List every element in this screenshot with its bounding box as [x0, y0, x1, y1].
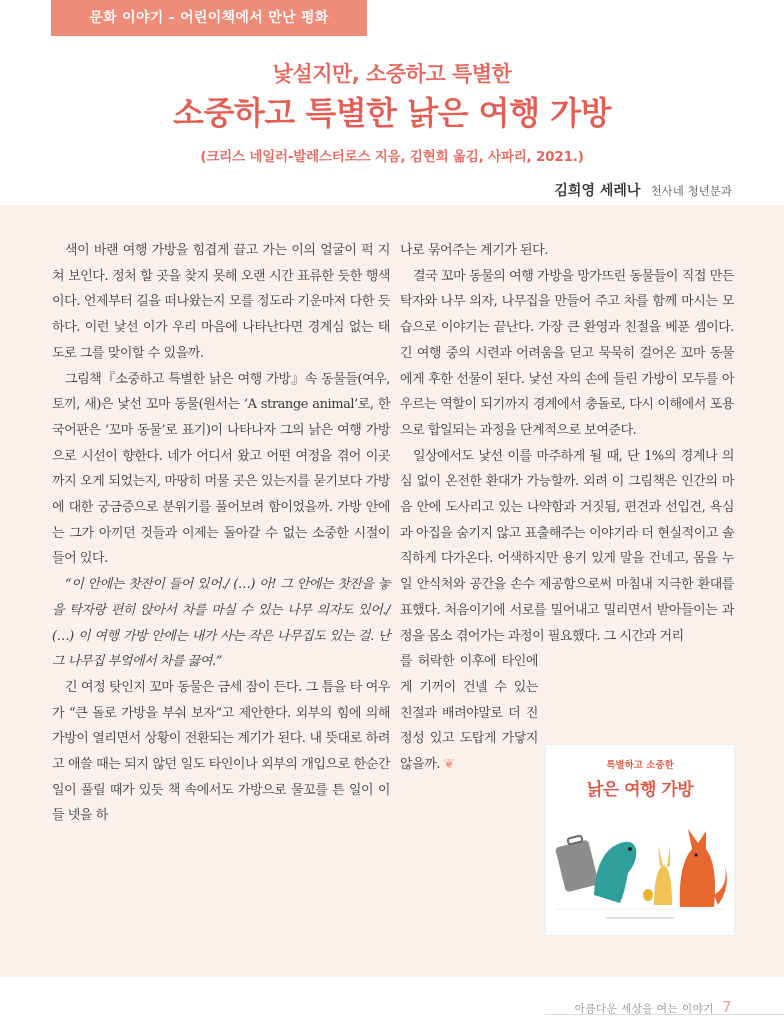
article-subtitle: 낯설지만, 소중하고 특별한 — [272, 62, 512, 86]
book-cover-subtitle: 특별하고 소중한 — [606, 760, 674, 771]
fox-icon — [680, 829, 715, 907]
page-footer — [575, 998, 732, 1016]
right-column — [400, 238, 734, 778]
book-cover-image — [545, 744, 735, 936]
left-column — [52, 238, 390, 829]
book-cover-title: 낡은 여행 가방 — [586, 780, 694, 800]
paragraph: 나로 묶어주는 계기가 된다. — [400, 243, 548, 258]
paragraph: 긴 여정 탓인지 꼬마 동물은 금세 잠이 든다. 그 틈을 타 여우가 “큰 돌로 가방을 부숴 보자”고 제안한다. 외부의 힘에 의해 가방이 열리면서 상황이 전환되는 계기가 된다. 내 뜻대로 하려고 애쓸 때는 되지 않던 일도 타인이나 외부의 개입으로 한순간 일이 풀릴 때가 있듯 책 속에서도 가방으로 물꼬를 튼 일이 이들 넷을 하 — [52, 679, 390, 824]
book-cover-illustration — [546, 745, 734, 935]
suitcase-icon — [555, 840, 599, 893]
page-number: 7 — [721, 998, 732, 1016]
footer-text: 아름다운 세상을 여는 이야기 — [574, 1003, 714, 1015]
closing-paragraph — [400, 649, 538, 778]
paragraph: 일상에서도 낯선 이를 마주하게 될 때, 단 1%의 경계나 의심 없이 온전한 환대가 가능할까. 외려 이 그림책은 인간의 마음 안에 도사리고 있는 나약함과 거짓됨, 편견과 선입견, 욕심과 아집을 숨기지 않고 표출해주는 이야기라 더 현실적이고 솔직하게 다가온다. 어색하지만 용기 있게 말을 건네고, 몸을 누일 안식처와 공간을 손수 제공함으로써 마침내 지극한 환대를 표했다. 처음이기에 서로를 밀어내고 밀리면서 받아들이는 과정을 몸소 겪어가는 과정이 필요했다. 그 시간과 거리 — [400, 448, 734, 644]
section-tab: 문화 이야기 - 어린이책에서 만난 평화 — [51, 0, 367, 36]
leaf-icon: ❦ — [443, 757, 455, 773]
quote-paragraph: “이 안에는 찻잔이 들어 있어./ (…) 아! 그 안에는 찻잔을 놓을 탁자랑 편히 앉아서 차를 마실 수 있는 나무 의자도 있어./ (…) 이 여행 가방 안에는 내가 사는 작은 나무집도 있는 걸. 난 그 나무집 부엌에서 차를 끓여.” — [52, 577, 390, 670]
paragraph: 그림책『소중하고 특별한 낡은 여행 가방』속 동물들(여우, 토끼, 새)은 낯선 꼬마 동물(원서는 ‘A strange animal’로, 한국어판은 ‘꼬마 동물’로 표기)이 나타나자 그의 낡은 여행 가방으로 시선이 향한다. 네가 어디서 왔고 어떤 여정을 겪어 이곳까지 오게 되었는지, 마땅히 머물 곳은 있는지를 묻기보다 가방에 대한 궁금증으로 분위기를 풀어보려 함이었을까. 가방 안에는 그가 아끼던 것들과 이제는 돌아갈 수 없는 소중한 시절이 들어 있다. — [52, 371, 390, 567]
bird-icon — [643, 889, 653, 901]
book-credit: (크리스 네일러-발레스터로스 지음, 김현희 옮김, 사파리, 2021.) — [200, 149, 584, 165]
author-name: 김희영 세레나 — [554, 183, 641, 199]
closing-text: 를 허락한 이후에 타인에게 기꺼이 건넬 수 있는 친절과 배려야말로 더 진정성 있고 도탑게 가닿지 않을까. — [400, 654, 538, 773]
paragraph: 색이 바랜 여행 가방을 힘겹게 끌고 가는 이의 얼굴이 퍽 지쳐 보인다. 정처 할 곳을 찾지 못해 오랜 시간 표류한 듯한 행색이다. 언제부터 길을 떠나왔는지 모를 정도라 기운마저 다한 듯하다. 이런 낯선 이가 우리 마음에 나타난다면 경계심 없는 태도로 그를 맞이할 수 있을까. — [52, 243, 390, 361]
rabbit-icon — [654, 865, 672, 905]
author-affiliation: 천사네 청년분과 — [650, 184, 732, 198]
article-title: 소중하고 특별한 낡은 여행 가방 — [173, 94, 611, 132]
paragraph: 결국 꼬마 동물의 여행 가방을 망가뜨린 동물들이 직접 만든 탁자와 나무 의자, 나무집을 만들어 주고 차를 함께 마시는 모습으로 이야기는 끝난다. 가장 큰 환영과 친절을 베푼 셈이다. 긴 여행 중의 시련과 어려움을 딛고 묵묵히 걸어온 꼬마 동물에게 후한 선물이 된다. 낯선 자의 손에 들린 가방이 모두를 아우르는 역할이 되기까지 경계에서 충돌로, 다시 이해에서 포용으로 합일되는 과정을 단계적으로 보여준다. — [400, 268, 734, 438]
author-line — [554, 180, 732, 200]
